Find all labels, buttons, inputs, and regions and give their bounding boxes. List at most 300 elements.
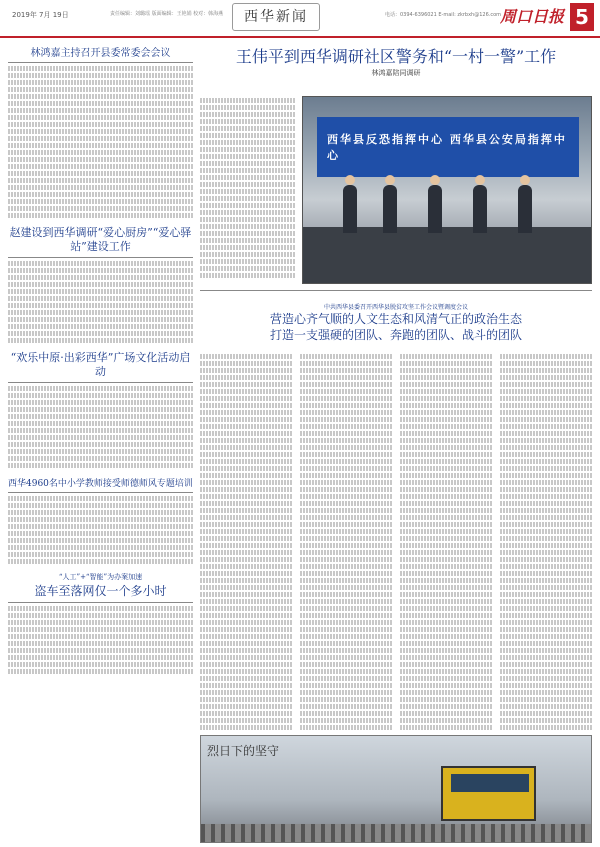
text-line (200, 571, 292, 576)
text-line (500, 459, 592, 464)
article-3-title: “欢乐中原·出彩西华”广场文化活动启动 (10, 351, 191, 378)
text-line (8, 317, 193, 322)
text-line (8, 442, 193, 447)
text-line (8, 552, 193, 557)
text-line (200, 375, 292, 380)
text-line (300, 431, 392, 436)
text-line (300, 361, 392, 366)
divider (8, 602, 193, 603)
text-line (400, 550, 492, 555)
news-photo (302, 96, 592, 284)
text-line (8, 456, 193, 461)
text-line (200, 410, 292, 415)
train-photo (200, 735, 592, 843)
text-line (8, 524, 193, 529)
text-line (400, 382, 492, 387)
text-line (500, 361, 592, 366)
text-line (200, 231, 296, 236)
text-line (200, 480, 292, 485)
text-line (200, 648, 292, 653)
text-line (200, 711, 292, 716)
divider (200, 290, 592, 291)
yellow-railcar (441, 766, 536, 821)
text-line (200, 259, 296, 264)
text-line (8, 449, 193, 454)
text-line (200, 683, 292, 688)
text-line (500, 368, 592, 373)
text-line (500, 382, 592, 387)
text-line (8, 303, 193, 308)
text-line (200, 578, 292, 583)
text-line (300, 466, 392, 471)
text-line (8, 192, 193, 197)
text-line (8, 129, 193, 134)
text-line (300, 494, 392, 499)
text-line (200, 119, 296, 124)
text-line (500, 683, 592, 688)
text-line (8, 331, 193, 336)
article-2 (8, 226, 193, 343)
photo-caption-title: 烈日下的坚守 (207, 744, 280, 758)
text-line (400, 585, 492, 590)
article-5 (8, 572, 193, 674)
text-line (200, 522, 292, 527)
text-line (200, 217, 296, 222)
text-line (8, 289, 193, 294)
text-line (200, 112, 296, 117)
text-line (8, 386, 193, 391)
text-line (300, 690, 392, 695)
text-line (200, 508, 292, 513)
text-line (500, 410, 592, 415)
text-line (300, 704, 392, 709)
text-line (200, 592, 292, 597)
text-line (8, 634, 193, 639)
person (343, 185, 357, 233)
text-line (400, 494, 492, 499)
text-line (8, 662, 193, 667)
text-line (400, 361, 492, 366)
text-line (300, 613, 392, 618)
text-column (200, 352, 292, 732)
text-line (8, 66, 193, 71)
text-line (8, 122, 193, 127)
text-line (8, 282, 193, 287)
text-line (300, 424, 392, 429)
text-line (8, 101, 193, 106)
text-line (300, 459, 392, 464)
text-line (200, 557, 292, 562)
text-line (200, 431, 292, 436)
text-line (400, 683, 492, 688)
text-line (300, 550, 392, 555)
text-line (300, 487, 392, 492)
text-line (500, 564, 592, 569)
text-line (500, 515, 592, 520)
main-article-title: 王伟平到西华调研社区警务和“一村一警”工作 (235, 47, 557, 66)
text-line (400, 459, 492, 464)
text-line (8, 620, 193, 625)
text-line (500, 571, 592, 576)
text-line (200, 203, 296, 208)
text-line (8, 275, 193, 280)
text-line (200, 487, 292, 492)
text-line (8, 324, 193, 329)
text-line (8, 157, 193, 162)
text-line (200, 105, 296, 110)
text-line (8, 627, 193, 632)
text-line (300, 445, 392, 450)
text-line (500, 522, 592, 527)
text-line (300, 557, 392, 562)
page-number: 5 (570, 3, 594, 31)
text-line (300, 620, 392, 625)
article-5-title: 盗车至落网仅一个多小时 (34, 584, 167, 598)
text-line (8, 393, 193, 398)
text-line (400, 641, 492, 646)
text-line (8, 641, 193, 646)
text-line (400, 522, 492, 527)
article-1 (8, 44, 193, 218)
text-line (300, 375, 392, 380)
text-line (300, 368, 392, 373)
text-line (500, 620, 592, 625)
text-line (200, 196, 296, 201)
text-line (300, 396, 392, 401)
article-body (8, 386, 193, 468)
text-line (500, 690, 592, 695)
text-line (8, 435, 193, 440)
text-line (8, 407, 193, 412)
article-5-kicker: “人工”+“智能”为办案加速 (58, 573, 143, 581)
text-line (500, 718, 592, 723)
text-line (300, 662, 392, 667)
text-line (200, 189, 296, 194)
text-line (400, 704, 492, 709)
text-line (200, 424, 292, 429)
main-article-body-col1 (200, 96, 296, 280)
text-line (200, 154, 296, 159)
text-line (300, 403, 392, 408)
text-line (300, 655, 392, 660)
text-line (200, 620, 292, 625)
text-line (8, 606, 193, 611)
text-line (300, 648, 392, 653)
second-article-header (200, 302, 592, 343)
text-line (8, 261, 193, 266)
text-line (300, 564, 392, 569)
text-line (200, 718, 292, 723)
text-line (500, 578, 592, 583)
text-line (500, 466, 592, 471)
text-line (8, 296, 193, 301)
text-line (200, 634, 292, 639)
text-line (400, 676, 492, 681)
text-line (300, 354, 392, 359)
text-line (200, 245, 296, 250)
text-line (8, 613, 193, 618)
editors-credit: 责任编辑：刘璐瑶 版面编辑：王艳娟 校对：韩海燕 (110, 11, 224, 17)
text-line (500, 487, 592, 492)
text-line (8, 185, 193, 190)
text-line (400, 431, 492, 436)
divider (8, 62, 193, 63)
section-title: 西华新闻 (232, 3, 320, 31)
text-line (200, 361, 292, 366)
text-line (200, 182, 296, 187)
text-line (200, 606, 292, 611)
second-article-body (200, 352, 592, 730)
main-article (200, 44, 592, 78)
text-line (500, 704, 592, 709)
text-line (500, 417, 592, 422)
text-line (400, 515, 492, 520)
text-line (8, 268, 193, 273)
text-line (300, 585, 392, 590)
text-line (300, 571, 392, 576)
text-line (8, 199, 193, 204)
text-line (300, 417, 392, 422)
text-line (8, 400, 193, 405)
text-line (200, 389, 292, 394)
text-line (200, 676, 292, 681)
text-line (300, 669, 392, 674)
text-line (500, 655, 592, 660)
text-line (300, 480, 392, 485)
text-line (300, 599, 392, 604)
text-line (400, 375, 492, 380)
text-line (400, 690, 492, 695)
text-line (400, 725, 492, 730)
divider (8, 382, 193, 383)
command-screen (317, 117, 579, 177)
text-line (200, 396, 292, 401)
text-line (400, 634, 492, 639)
text-line (400, 473, 492, 478)
text-line (200, 466, 292, 471)
text-line (8, 213, 193, 218)
text-line (400, 669, 492, 674)
text-line (500, 452, 592, 457)
text-line (8, 655, 193, 660)
text-line (300, 634, 392, 639)
text-line (8, 206, 193, 211)
second-article-kicker: 中共西华县委召开西华县脱贫攻坚工作会议暨调度会议 (323, 304, 468, 311)
text-line (8, 136, 193, 141)
text-line (200, 403, 292, 408)
text-line (200, 140, 296, 145)
text-line (400, 627, 492, 632)
text-line (200, 273, 296, 278)
text-line (300, 501, 392, 506)
text-line (200, 529, 292, 534)
text-line (8, 338, 193, 343)
text-line (8, 164, 193, 169)
person (473, 185, 487, 233)
text-line (500, 473, 592, 478)
text-line (8, 94, 193, 99)
text-line (500, 697, 592, 702)
divider (8, 492, 193, 493)
text-line (300, 697, 392, 702)
text-column (500, 352, 592, 732)
text-line (400, 501, 492, 506)
text-line (300, 725, 392, 730)
text-line (200, 266, 296, 271)
text-line (300, 592, 392, 597)
text-line (400, 452, 492, 457)
text-line (8, 143, 193, 148)
text-line (200, 133, 296, 138)
text-line (500, 648, 592, 653)
text-line (400, 480, 492, 485)
text-line (300, 452, 392, 457)
text-line (400, 662, 492, 667)
text-line (500, 508, 592, 513)
text-line (200, 585, 292, 590)
text-line (8, 517, 193, 522)
text-line (500, 543, 592, 548)
text-line (200, 494, 292, 499)
text-line (500, 389, 592, 394)
text-line (500, 592, 592, 597)
text-line (8, 538, 193, 543)
text-line (8, 463, 193, 468)
text-line (400, 368, 492, 373)
second-article-title-line2: 打造一支强硬的团队、奔跑的团队、战斗的团队 (269, 328, 522, 342)
command-desk (303, 227, 592, 284)
text-line (300, 389, 392, 394)
text-line (300, 529, 392, 534)
text-line (200, 662, 292, 667)
text-line (500, 641, 592, 646)
text-line (200, 252, 296, 257)
person (383, 185, 397, 233)
text-line (500, 536, 592, 541)
text-line (200, 613, 292, 618)
divider (8, 257, 193, 258)
text-line (200, 690, 292, 695)
article-body (8, 261, 193, 343)
text-line (200, 161, 296, 166)
text-line (200, 543, 292, 548)
text-line (8, 115, 193, 120)
text-line (500, 375, 592, 380)
text-line (400, 417, 492, 422)
text-line (200, 98, 296, 103)
text-line (400, 424, 492, 429)
text-line (400, 718, 492, 723)
text-line (200, 438, 292, 443)
text-line (8, 496, 193, 501)
text-line (400, 557, 492, 562)
text-line (8, 73, 193, 78)
text-line (200, 147, 296, 152)
text-line (200, 354, 292, 359)
left-column (8, 44, 193, 676)
person (428, 185, 442, 233)
newspaper-logo: 周口日报 (500, 7, 565, 26)
text-line (500, 585, 592, 590)
text-line (200, 459, 292, 464)
text-line (500, 494, 592, 499)
text-line (500, 403, 592, 408)
text-line (400, 487, 492, 492)
text-line (500, 606, 592, 611)
article-3 (8, 351, 193, 468)
text-line (300, 438, 392, 443)
text-line (200, 175, 296, 180)
text-line (400, 354, 492, 359)
text-line (300, 641, 392, 646)
text-line (8, 545, 193, 550)
screen-text: 西华县反恐指挥中心 西华县公安局指挥中心 (327, 133, 567, 162)
text-line (200, 550, 292, 555)
text-line (500, 396, 592, 401)
text-column (400, 352, 492, 732)
text-line (400, 438, 492, 443)
text-line (500, 550, 592, 555)
text-line (500, 438, 592, 443)
text-line (200, 501, 292, 506)
text-column (300, 352, 392, 732)
text-line (400, 508, 492, 513)
text-line (300, 676, 392, 681)
text-line (500, 599, 592, 604)
text-line (300, 543, 392, 548)
article-body (8, 496, 193, 564)
text-line (500, 711, 592, 716)
text-line (400, 697, 492, 702)
text-line (300, 508, 392, 513)
text-line (400, 410, 492, 415)
contact-info: 电话：0394-6396021 E-mail: zkrbxh@126.com (385, 12, 502, 18)
text-line (500, 662, 592, 667)
text-line (200, 238, 296, 243)
text-line (8, 310, 193, 315)
text-line (200, 669, 292, 674)
text-line (200, 168, 296, 173)
article-1-title: 林鸿嘉主持召开县委常委会会议 (30, 48, 171, 59)
text-line (400, 389, 492, 394)
text-line (400, 592, 492, 597)
text-line (500, 627, 592, 632)
railcar-window (451, 774, 529, 792)
text-line (300, 711, 392, 716)
article-body (8, 606, 193, 674)
text-line (400, 571, 492, 576)
text-line (500, 445, 592, 450)
text-line (300, 536, 392, 541)
text-line (200, 224, 296, 229)
issue-date: 2019年 7月 19日 (12, 11, 69, 19)
text-line (300, 515, 392, 520)
text-line (8, 171, 193, 176)
text-line (200, 473, 292, 478)
text-line (200, 126, 296, 131)
text-line (500, 354, 592, 359)
text-line (400, 711, 492, 716)
text-line (8, 648, 193, 653)
text-line (400, 620, 492, 625)
text-line (500, 557, 592, 562)
text-line (500, 725, 592, 730)
text-line (8, 559, 193, 564)
text-line (400, 466, 492, 471)
text-line (500, 669, 592, 674)
text-line (400, 578, 492, 583)
text-line (200, 599, 292, 604)
